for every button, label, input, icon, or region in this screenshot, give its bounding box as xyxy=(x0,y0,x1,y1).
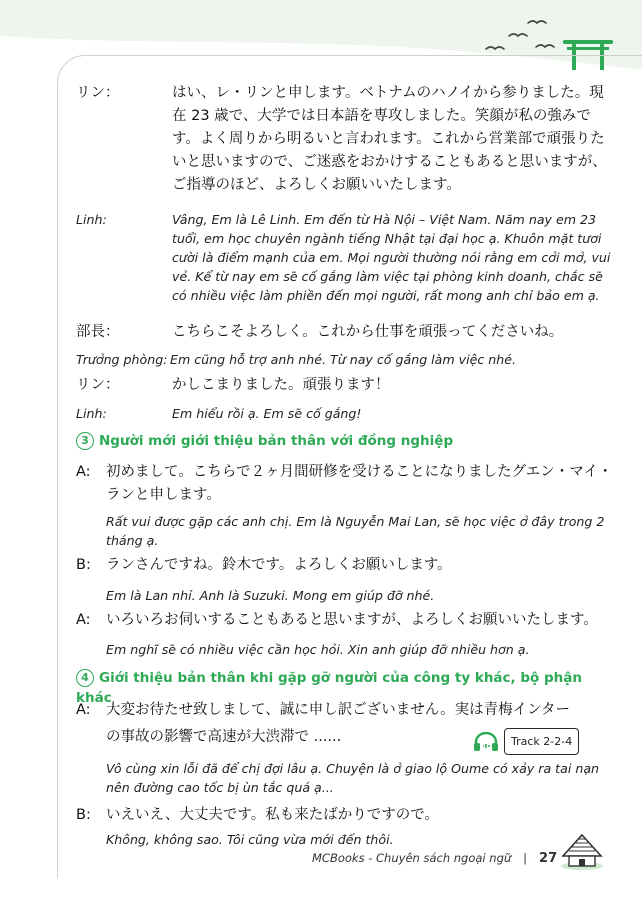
translation-text: Không, không sao. Tôi cũng vừa mới đến thôi. xyxy=(106,832,394,847)
translation-text: Em là Lan nhỉ. Anh là Suzuki. Mong em giúp đỡ nhé. xyxy=(106,588,435,603)
footer-separator: | xyxy=(523,851,528,865)
line-text: 初めまして。こちらで２ヶ月間研修を受けることになりましたグエン・マイ・ランと申します。 xyxy=(106,464,613,503)
page-number: 27 xyxy=(539,851,558,866)
line-text: の事故の影響で高速が大渋滞で ...... xyxy=(106,729,342,745)
section-title: Giới thiệu bản thân khi gặp gỡ người của công ty khác, bộ phận khác xyxy=(76,670,583,706)
speaker-label: リン： xyxy=(76,377,120,393)
speaker-label: Linh: xyxy=(76,212,107,227)
audio-track[interactable] xyxy=(472,728,579,755)
line-text: ランさんですね。鈴木です。よろしくお願いします。 xyxy=(106,557,452,573)
house-icon xyxy=(560,832,604,870)
section-3-heading xyxy=(76,431,616,451)
line-text: こちらこそよろしく。これから仕事を頑張ってくださいね。 xyxy=(172,324,564,340)
speaker-label: A: xyxy=(76,612,91,628)
page-footer xyxy=(312,851,557,866)
line-text: はい、レ・リンと申します。ベトナムのハノイから参りました。現在 23 歳で、大学では日本語を専攻しました。笑顔が私の強みです。よく周りから明るいと言われます。これから営業部で頑張りたいと思いますので、ご迷惑をおかけすることもあると思いますが、ご指導のほど、よろしくお願いいたします。 xyxy=(172,85,607,193)
section-number: 4 xyxy=(76,669,94,687)
publisher-name: MCBooks - Chuyên sách ngoại ngữ xyxy=(312,851,512,865)
line-text: Em hiểu rồi ạ. Em sẽ cố gắng! xyxy=(172,406,362,421)
section-number: 3 xyxy=(76,432,94,450)
line-text: いえいえ、大丈夫です。私も来たばかりですので。 xyxy=(106,807,439,823)
speaker-label: リン： xyxy=(76,85,120,101)
line-text: 大変お待たせ致しまして、誠に申し訳ございません。実は青梅インター xyxy=(106,702,570,718)
speaker-label: B: xyxy=(76,807,91,823)
speaker-label: B: xyxy=(76,557,91,573)
line-text: Vâng, Em là Lê Linh. Em đến từ Hà Nội – Việt Nam. Năm nay em 23 tuổi, em học chuyên ngành tiếng Nhật tại đại học ạ. Khuôn mặt tươi cười là điểm mạnh của em. Mọi người thường nói rằng em cởi mở, vui vẻ. Kể từ nay em sẽ cố gắng làm việc tại phòng kinh doanh, chắc sẽ có nhiều việc làm phiền đến mọi người, rất mong anh chỉ bảo em ạ. xyxy=(172,212,611,303)
speaker-label: 部長： xyxy=(76,324,120,340)
headphones-icon xyxy=(472,732,500,752)
line-text: いろいろお伺いすることもあると思いますが、よろしくお願いいたします。 xyxy=(106,612,598,628)
line-text: かしこまりました。頑張ります！ xyxy=(172,377,390,393)
section-title: Người mới giới thiệu bản thân với đồng nghiệp xyxy=(99,433,454,449)
translation-text: Vô cùng xin lỗi đã để chị đợi lâu ạ. Chuyện là ở giao lộ Oume có xảy ra tai nạn nên đường cao tốc bị ùn tắc quá ạ... xyxy=(106,761,600,795)
speaker-label: A: xyxy=(76,702,91,718)
speaker-label: Trưởng phòng: xyxy=(76,352,168,367)
line-text: Em cũng hỗ trợ anh nhé. Từ nay cố gắng làm việc nhé. xyxy=(170,352,517,367)
speaker-label: Linh: xyxy=(76,406,107,421)
speaker-label: A: xyxy=(76,464,91,480)
translation-text: Em nghĩ sẽ có nhiều việc cần học hỏi. Xin anh giúp đỡ nhiều hơn ạ. xyxy=(106,642,530,657)
track-label: Track 2-2-4 xyxy=(504,728,579,755)
translation-text: Rất vui được gặp các anh chị. Em là Nguyễn Mai Lan, sẽ học việc ở đây trong 2 tháng ạ. xyxy=(106,514,605,548)
